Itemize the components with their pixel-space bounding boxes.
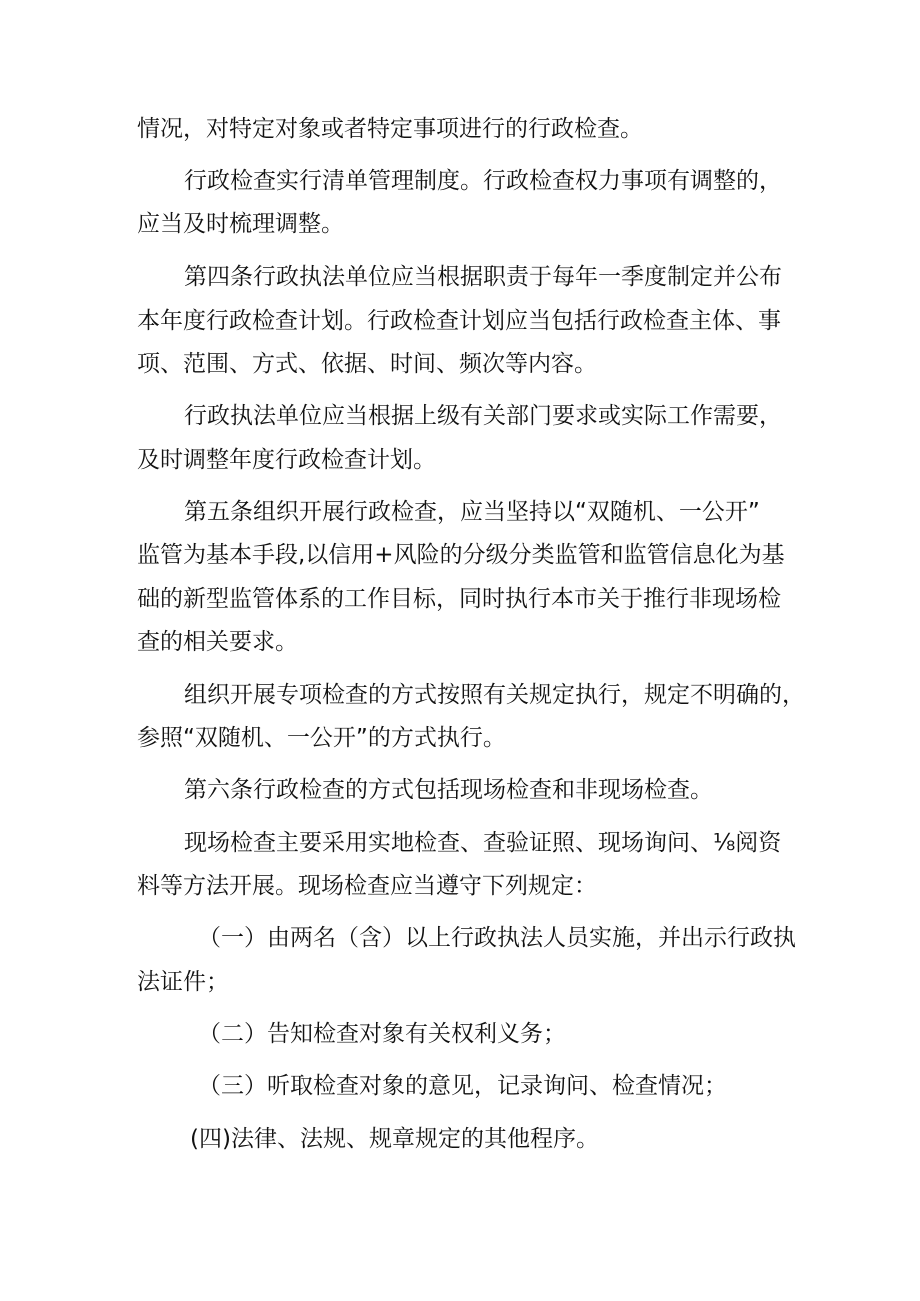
text-line: 及时调整年度行政检查计划。 <box>137 447 436 473</box>
text-line: 应当及时梳理调整。 <box>137 211 344 237</box>
text-line: 础的新型监管体系的工作目标，同时执行本市关于推行非现场检 <box>137 586 781 612</box>
text-line: 行政检查实行清单管理制度。行政检查权力事项有调整的， <box>184 168 782 194</box>
text-line: 参照“双随机、一公开”的方式执行。 <box>137 725 506 751</box>
text-line: 情况，对特定对象或者特定事项进行的行政检查。 <box>137 116 643 142</box>
text-line: 本年度行政检查计划。行政检查计划应当包括行政检查主体、事 <box>137 308 781 334</box>
text-line: （一）由两名（含）以上行政执法人员实施，并出示行政执 <box>198 925 796 951</box>
text-line: 第六条行政检查的方式包括现场检查和非现场检查。 <box>184 777 713 803</box>
text-line: 法证件； <box>137 969 229 995</box>
text-line: 第四条行政执法单位应当根据职责于每年一季度制定并公布 <box>184 264 782 290</box>
text-line: 查的相关要求。 <box>137 629 298 655</box>
text-line: 料等方法开展。现场检查应当遵守下列规定： <box>137 873 597 899</box>
text-line: 监管为基本手段,以信用+风险的分级分类监管和监管信息化为基 <box>137 542 785 568</box>
text-line: (四)法律、法规、规章规定的其他程序。 <box>190 1126 599 1152</box>
text-line: 项、范围、方式、依据、时间、频次等内容。 <box>137 351 597 377</box>
text-line: （二）告知检查对象有关权利义务； <box>198 1021 566 1047</box>
text-line: 第五条组织开展行政检查，应当坚持以“双随机、一公开” <box>184 499 760 525</box>
text-line: 组织开展专项检查的方式按照有关规定执行，规定不明确的， <box>184 682 805 708</box>
text-line: （三）听取检查对象的意见，记录询问、检查情况； <box>198 1073 727 1099</box>
text-line: 现场检查主要采用实地检查、查验证照、现场询问、⅛阅资 <box>184 830 782 856</box>
text-line: 行政执法单位应当根据上级有关部门要求或实际工作需要， <box>184 403 782 429</box>
